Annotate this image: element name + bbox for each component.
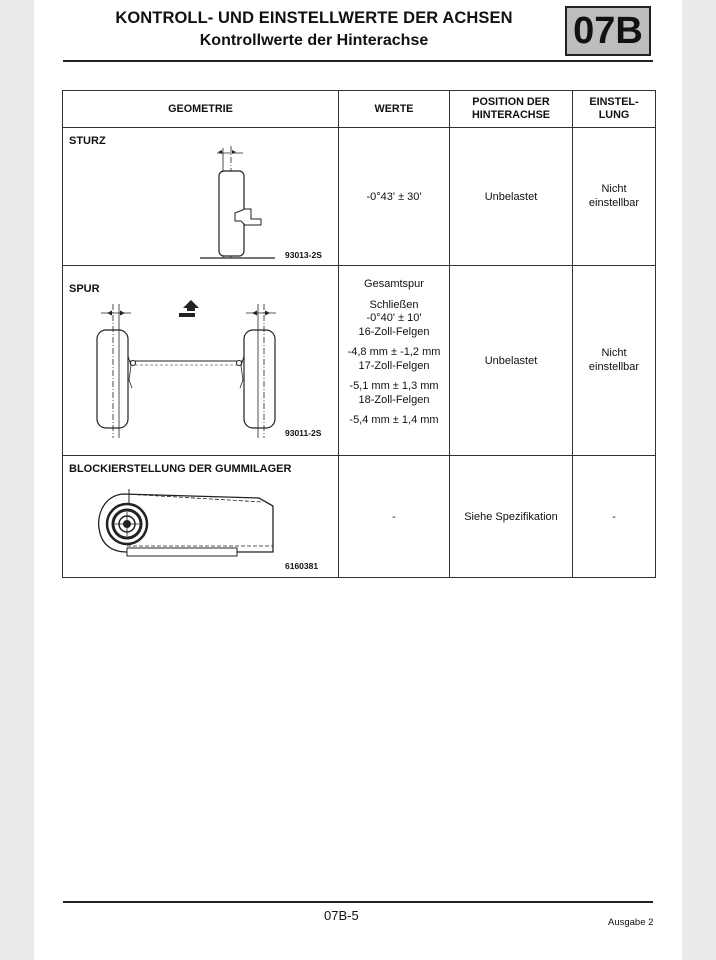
footer-divider xyxy=(63,901,653,903)
row-label-gummilager: BLOCKIERSTELLUNG DER GUMMILAGER xyxy=(69,463,292,475)
position-cell-spur: Unbelastet xyxy=(450,266,573,456)
page-number: 07B-5 xyxy=(324,908,359,923)
column-header-geometrie: GEOMETRIE xyxy=(63,91,339,128)
value-cell-spur: Gesamtspur Schließen -0°40' ± 10' 16-Zoll-Felgen -4,8 mm ± -1,2 mm 17-Zoll-Felgen -5,1 mm ± 1,3 mm 18-Zoll-Felgen -5,4 mm ± 1,4 mm xyxy=(339,266,450,456)
chapter-badge: 07B xyxy=(565,6,651,56)
table-row xyxy=(63,456,656,578)
value-cell-sturz: -0°43' ± 30' xyxy=(339,128,450,266)
column-header-position: POSITION DER HINTERACHSE xyxy=(450,91,573,128)
adjustment-cell-spur: Nicht einstellbar xyxy=(573,266,656,456)
specification-table xyxy=(62,90,656,578)
table-row xyxy=(63,266,656,456)
position-cell-gummilager: Siehe Spezifikation xyxy=(450,456,573,578)
edition-label: Ausgabe 2 xyxy=(608,917,654,928)
document-page xyxy=(34,0,682,960)
geometry-cell-gummilager xyxy=(63,456,339,578)
figure-code-spur: 93011-2S xyxy=(285,428,322,438)
value-cell-gummilager: - xyxy=(339,456,450,578)
adjustment-cell-gummilager: - xyxy=(573,456,656,578)
figure-code-sturz: 93013-2S xyxy=(285,250,322,260)
page-title: KONTROLL- UND EINSTELLWERTE DER ACHSEN xyxy=(115,9,513,27)
geometry-cell-sturz xyxy=(63,128,339,266)
adjustment-cell-sturz: Nicht einstellbar xyxy=(573,128,656,266)
position-cell-sturz: Unbelastet xyxy=(450,128,573,266)
column-header-werte: WERTE xyxy=(339,91,450,128)
row-label-sturz: STURZ xyxy=(69,135,106,147)
geometry-cell-spur xyxy=(63,266,339,456)
table-header-row xyxy=(63,91,656,128)
row-label-spur: SPUR xyxy=(69,283,100,295)
table-row xyxy=(63,128,656,266)
camber-diagram xyxy=(63,128,339,266)
header-divider xyxy=(63,60,653,62)
page-subtitle: Kontrollwerte der Hinterachse xyxy=(199,32,429,49)
column-header-einstellung: EINSTEL- LUNG xyxy=(573,91,656,128)
figure-code-gummilager: 6160381 xyxy=(285,561,319,571)
rubber-bearing-diagram xyxy=(63,456,339,578)
